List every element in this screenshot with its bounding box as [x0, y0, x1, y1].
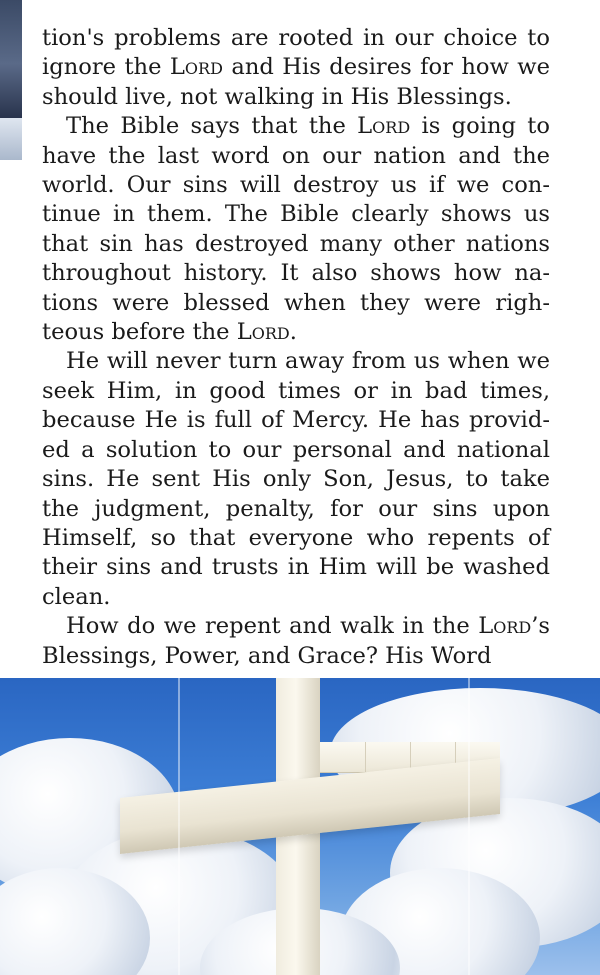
paragraph-3: He will never turn away from us when we seek Him, in good times or in bad times, because He is full of Mercy. He has provid- ed a solution to our personal and national sins. He sent His only Son, Jesus, to take the judgment, penalty, for our sins upon Himself, so that everyone who repents of their sins and trusts in Him will be washed clean.	[42, 348, 550, 610]
lord-small-caps: Lord	[169, 54, 223, 81]
paragraph-4: How do we repent and walk in the Lord’s Blessings, Power, and Grace? His Word	[42, 613, 550, 669]
paragraph-1: tion's problems are rooted in our choice to ignore the Lord and His desires for how we should live, not walking in His Blessings.	[42, 25, 550, 110]
left-photo-edge-highlight	[0, 118, 22, 160]
fold-line	[178, 678, 180, 975]
left-photo-edge	[0, 0, 22, 160]
lord-small-caps: Lord	[478, 613, 532, 640]
paragraph-2: The Bible says that the Lord is going to have the last word on our nation and the world. Our sins will destroy us if we con- tinue in them. The Bible clearly shows us that sin has destroyed many other nations throughout history. It also shows how na- tions were blessed when they were righ- teous before the Lord.	[42, 113, 550, 346]
text-column	[42, 24, 550, 671]
cross-beam-seam	[365, 742, 366, 772]
lord-small-caps: Lord	[236, 319, 290, 346]
lord-small-caps: Lord	[357, 113, 411, 140]
fold-line	[468, 678, 470, 975]
